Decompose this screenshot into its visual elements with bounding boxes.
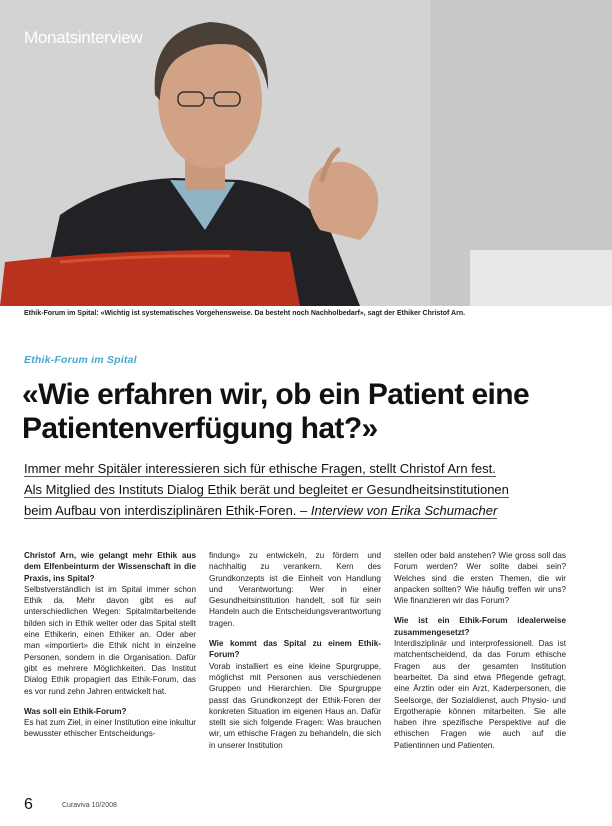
answer: stellen oder bald anstehen? Wie gross soll das Forum werden? Wer sollte dabei sein? Welches sind die ersten Themen, die wir anpacken sollten? Wie häufig treffen wir uns? Wie finanzieren wir das Forum? [394,551,566,606]
page-number: 6 [24,796,33,813]
column-1 [24,550,196,740]
lead-line-1: Immer mehr Spitäler interessieren sich für ethische Fragen, stellt Christof Arn fest. [24,461,496,476]
byline: Interview von Erika Schumacher [310,503,498,518]
photo-caption: Ethik-Forum im Spital: «Wichtig ist systematisches Vorgehensweise. Da besteht noch Nachholbedarf», sagt der Ethiker Christof Arn. [24,310,466,317]
column-2 [209,550,381,751]
question: Christof Arn, wie gelangt mehr Ethik aus dem Elfenbeinturm der Wissenschaft in die Praxis, ins Spital? [24,551,196,583]
question: Wie kommt das Spital zu einem Ethik-Forum? [209,639,381,660]
answer: Es hat zum Ziel, in einer Institution eine inkultur bewusster ethischer Entscheidungs- [24,718,196,739]
answer: Selbstverständlich ist im Spital immer schon Ethik da. Mehr davon gibt es auf unterschiedlichen Wegen: Spitalmitarbeitende bilden sich in Ethik weiter oder das Spital stellt eine Ethikerin, einen Ethiker an. Oder aber man «importiert» die Ethik nicht in einzelne Personen, sondern in die Organisation. Dafür gibt es mehrere Möglichkeiten. Das Institut Dialog Ethik propagiert das Ethik-Forum, das es vor rund zehn Jahren entwickelt hat. [24,584,196,696]
column-3 [394,550,566,751]
interview-photo [0,0,612,306]
kicker: Ethik-Forum im Spital [24,354,137,366]
lead-paragraph [24,458,584,521]
question: Wie ist ein Ethik-Forum idealerweise zusammengesetzt? [394,616,566,637]
headline: «Wie erfahren wir, ob ein Patient eine Patientenverfügung hat?» [22,378,530,445]
lead-line-3: beim Aufbau von interdisziplinären Ethik-Foren. – [24,503,311,518]
lead-line-2: Als Mitglied des Instituts Dialog Ethik berät und begleitet er Gesundheitsinstitutionen [24,482,509,497]
answer: findung» zu entwickeln, zu fördern und nachhaltig zu verankern. Kern des Grundkonzepts ist die Einheit von Handlung und Verantwortung: Wer in einer Gesundheitsinstitution handelt, soll für sein Handeln auch die Entscheidungsverantwortung tragen. [209,551,381,628]
publication-footer: Curaviva 10/2008 [62,802,117,809]
answer: Vorab installiert es eine kleine Spurgruppe, möglichst mit Personen aus verschiedenen Gruppen und Hierarchien. Die Spurgruppe passt das Grundkonzept der Ethik-Foren der konkreten Situation im eigenen Haus an. Dafür stellt sie sich folgende Fragen: Was brauchen wir, um ethische Fragen zu behandeln, die sich in unserer Institution [209,661,381,750]
section-label: Monatsinterview [24,28,143,47]
answer: Interdisziplinär und interprofessionell. Das ist matchentscheidend, da das Forum ethische Fragen aus der gesamten Institution bearbeitet. Da sind etwa Pflegende gefragt, eine Ärztin oder ein Arzt, Kaderpersonen, die Seelsorge, der Sozialdienst, auch Physio- und Ergotherapie können mitarbeiten. Sie alle haben ihre spezifische Perspektive auf die ethischen Fragen wie auch auf die Patientinnen und Patienten. [394,639,566,750]
question: Was soll ein Ethik-Forum? [24,706,127,716]
